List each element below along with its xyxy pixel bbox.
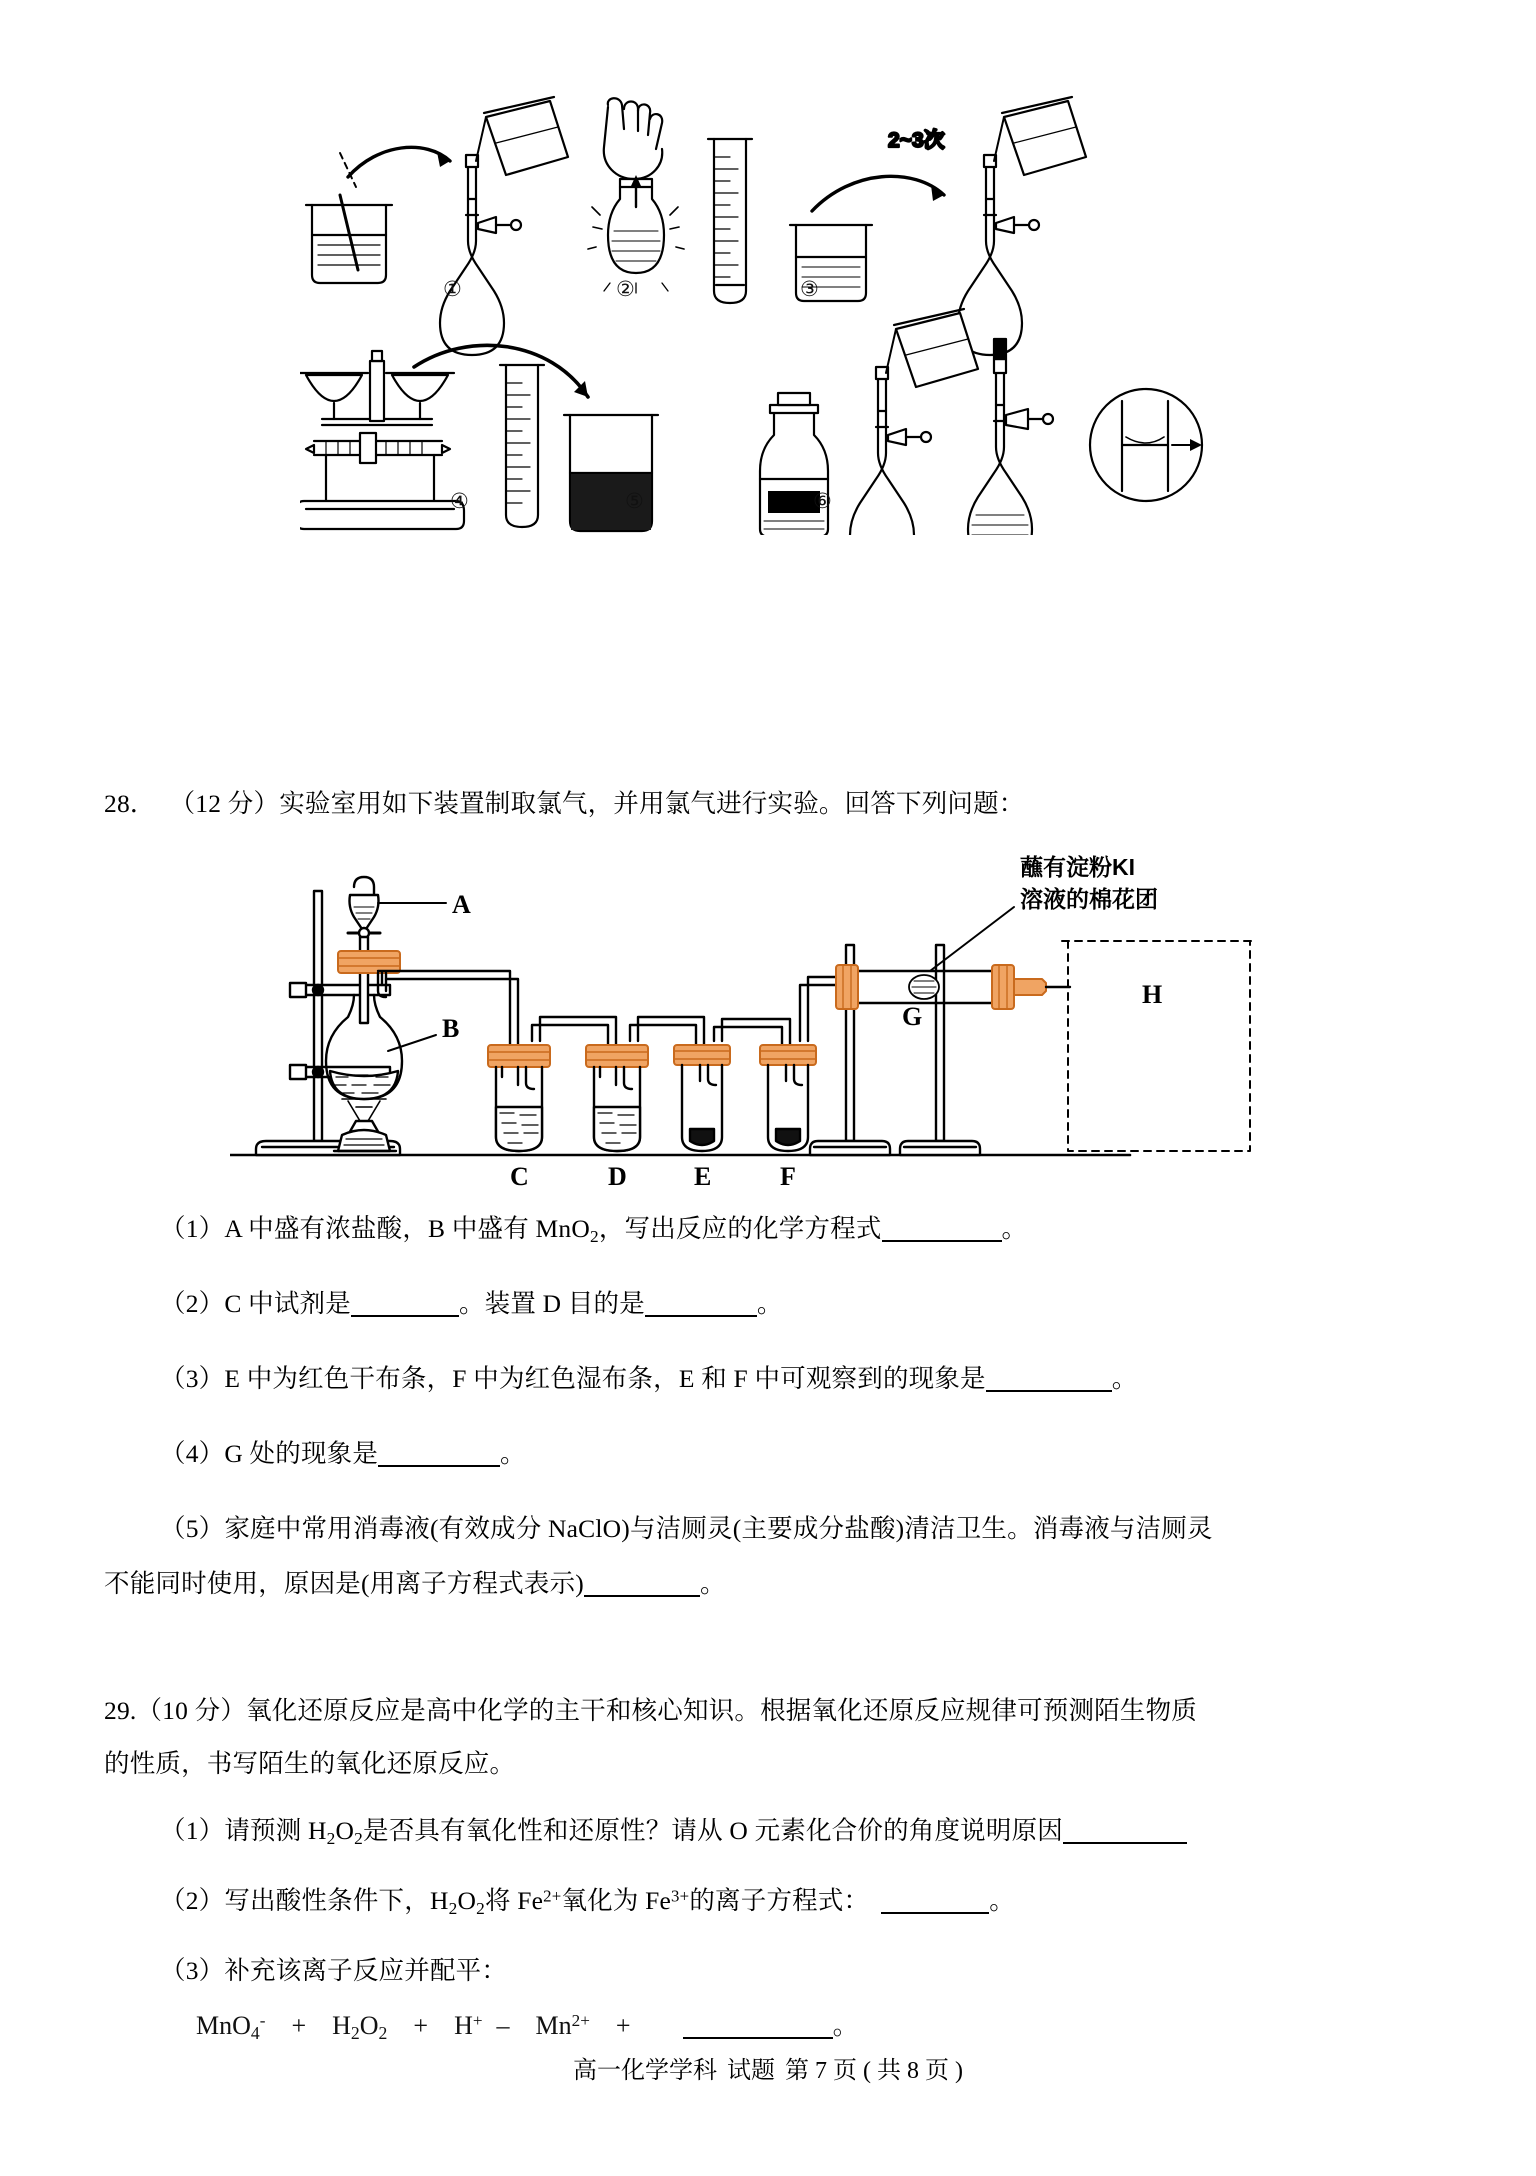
apparatus-label-G: G [902,1002,923,1031]
q29-sub2-sup1: 2+ [543,1886,562,1906]
apparatus-label-H: H [1142,980,1163,1009]
answer-blank-28-3[interactable] [986,1363,1112,1392]
eq-period: 。 [832,2011,859,2040]
procedure-illustration [300,95,1220,535]
answer-blank-28-2b[interactable] [645,1288,757,1317]
q29-sub3-text: （3）补充该离子反应并配平： [160,1956,508,1985]
ion-equation-row [196,2005,859,2044]
q28-sub-4 [160,1435,1460,1474]
cotton-note-line-2: 溶液的棉花团 [1020,886,1158,912]
q28-sub4-period: 。 [500,1439,526,1468]
volumetric-flask-procedure-figure [300,95,1220,535]
eq-plus-2: + [413,2011,429,2040]
q28-sub-5-line-2 [104,1565,1444,1604]
step-label-2: ② [616,277,635,301]
q29-sub2-text-e: 的离子方程式： [689,1886,870,1915]
q29-sub-2 [160,1882,1460,1922]
q29-points: （10 分） [136,1696,247,1725]
q28-sub1-period: 。 [1001,1214,1028,1243]
q28-sub2-text-b: 。装置 D 目的是 [458,1289,645,1318]
q29-sub2-sub1: 2 [448,1898,458,1918]
apparatus-label-F: F [780,1162,796,1191]
q28-sub-3 [160,1360,1460,1399]
answer-blank-29-2[interactable] [881,1885,989,1914]
q28-sub-5-line-1 [160,1510,1460,1549]
apparatus-label-D: D [608,1162,627,1191]
q28-sub1-subscript: 2 [589,1226,599,1246]
q29-sub-1 [160,1812,1460,1852]
q29-sub2-period: 。 [989,1886,1015,1915]
q29-sub2-sub2: 2 [476,1898,485,1918]
step-label-3: ③ [800,277,819,301]
q28-sub3-text: （3）E 中为红色干布条，F 中为红色湿布条，E 和 F 中可观察到的现象是 [160,1364,986,1393]
eq-mno4: MnO$_4$- [196,2011,266,2043]
question-29-stem-line-2 [104,1745,1444,1784]
q28-sub4-text: （4）G 处的现象是 [160,1439,379,1468]
answer-blank-28-5[interactable] [584,1568,700,1597]
q28-number: 28． [104,789,156,818]
answer-blank-29-3[interactable] [683,2009,833,2038]
q29-sub1-sub1: 2 [326,1828,336,1848]
answer-blank-28-2a[interactable] [351,1288,459,1317]
chlorine-generation-apparatus-figure [230,845,1350,1195]
repeat-count-label: 2~3次 [888,129,945,152]
q28-sub2-period: 。 [756,1289,783,1318]
q28-points: （12 分） [169,789,280,818]
q29-sub2-text-c: 将 Fe [484,1886,544,1915]
q28-sub-1 [160,1210,1460,1250]
q29-sub2-text-b: O [457,1886,477,1915]
apparatus-label-C: C [510,1162,529,1191]
question-29-stem-line-1 [104,1692,1434,1731]
q28-sub-2 [160,1285,1460,1324]
eq-plus-3: + [615,2011,631,2040]
step-label-5: ⑤ [625,489,644,513]
footer-page-number: 第 7 页 ( 共 8 页 ) [785,2058,963,2084]
q28-sub1-text-a: （1）A 中盛有浓盐酸，B 中盛有 MnO [160,1214,590,1243]
cotton-note-line-1: 蘸有淀粉KI [1020,854,1135,880]
eq-mn2plus: $Mn^{2+}$ [535,2011,590,2040]
q29-stem-text-2: 的性质，书写陌生的氧化还原反应。 [104,1749,516,1778]
q29-sub2-sup2: 3+ [671,1886,690,1906]
q29-number: 29. [104,1696,137,1725]
q29-stem-text-1: 氧化还原反应是高中化学的主干和核心知识。根据氧化还原反应规律可预测陌生物质 [246,1696,1197,1725]
footer-kind: 试题 [727,2058,775,2084]
footer-subject: 高一化学学科 [573,2058,717,2084]
eq-h2o2: $H_2O_2$ [332,2011,388,2043]
q29-sub1-text-c: 是否具有氧化性和还原性？请从 O 元素化合价的角度说明原因 [363,1816,1063,1845]
q28-sub5-line1-text: （5）家庭中常用消毒液(有效成分 NaClO)与洁厕灵(主要成分盐酸)清洁卫生。消毒液与洁厕灵 [160,1514,1213,1543]
answer-blank-28-1[interactable] [882,1213,1002,1242]
apparatus-label-E: E [694,1162,712,1191]
step-label-6: ⑥ [813,489,832,513]
q29-sub1-text-a: （1）请预测 H [160,1816,327,1845]
eq-plus-1: + [291,2011,307,2040]
step-label-4: ④ [450,489,469,513]
step-label-1: ① [443,277,462,301]
q28-stem-text: 实验室用如下装置制取氯气，并用氯气进行实验。回答下列问题： [279,789,1025,818]
q28-sub3-period: 。 [1111,1364,1138,1393]
question-28-stem [104,785,1434,824]
apparatus-label-B: B [442,1014,460,1043]
q29-sub2-text-d: 氧化为 Fe [561,1886,672,1915]
page-footer [0,2050,1536,2085]
q28-sub5-period: 。 [700,1569,726,1598]
eq-hplus: H+ [454,2011,483,2040]
q28-sub2-text-a: （2）C 中试剂是 [160,1289,351,1318]
q29-sub2-text-a: （2）写出酸性条件下，H [160,1886,449,1915]
eq-dash: – [496,2011,510,2040]
answer-blank-29-1[interactable] [1063,1815,1187,1844]
q29-sub-3 [160,1952,1460,1991]
q28-sub5-line2-text: 不能同时使用，原因是(用离子方程式表示) [104,1569,584,1598]
answer-blank-28-4[interactable] [378,1438,500,1467]
apparatus-illustration [230,845,1350,1195]
q28-sub1-text-b: ，写出反应的化学方程式 [598,1214,882,1243]
q29-sub1-text-b: O [335,1816,355,1845]
apparatus-label-A: A [452,890,471,919]
q29-sub1-sub2: 2 [354,1828,364,1848]
